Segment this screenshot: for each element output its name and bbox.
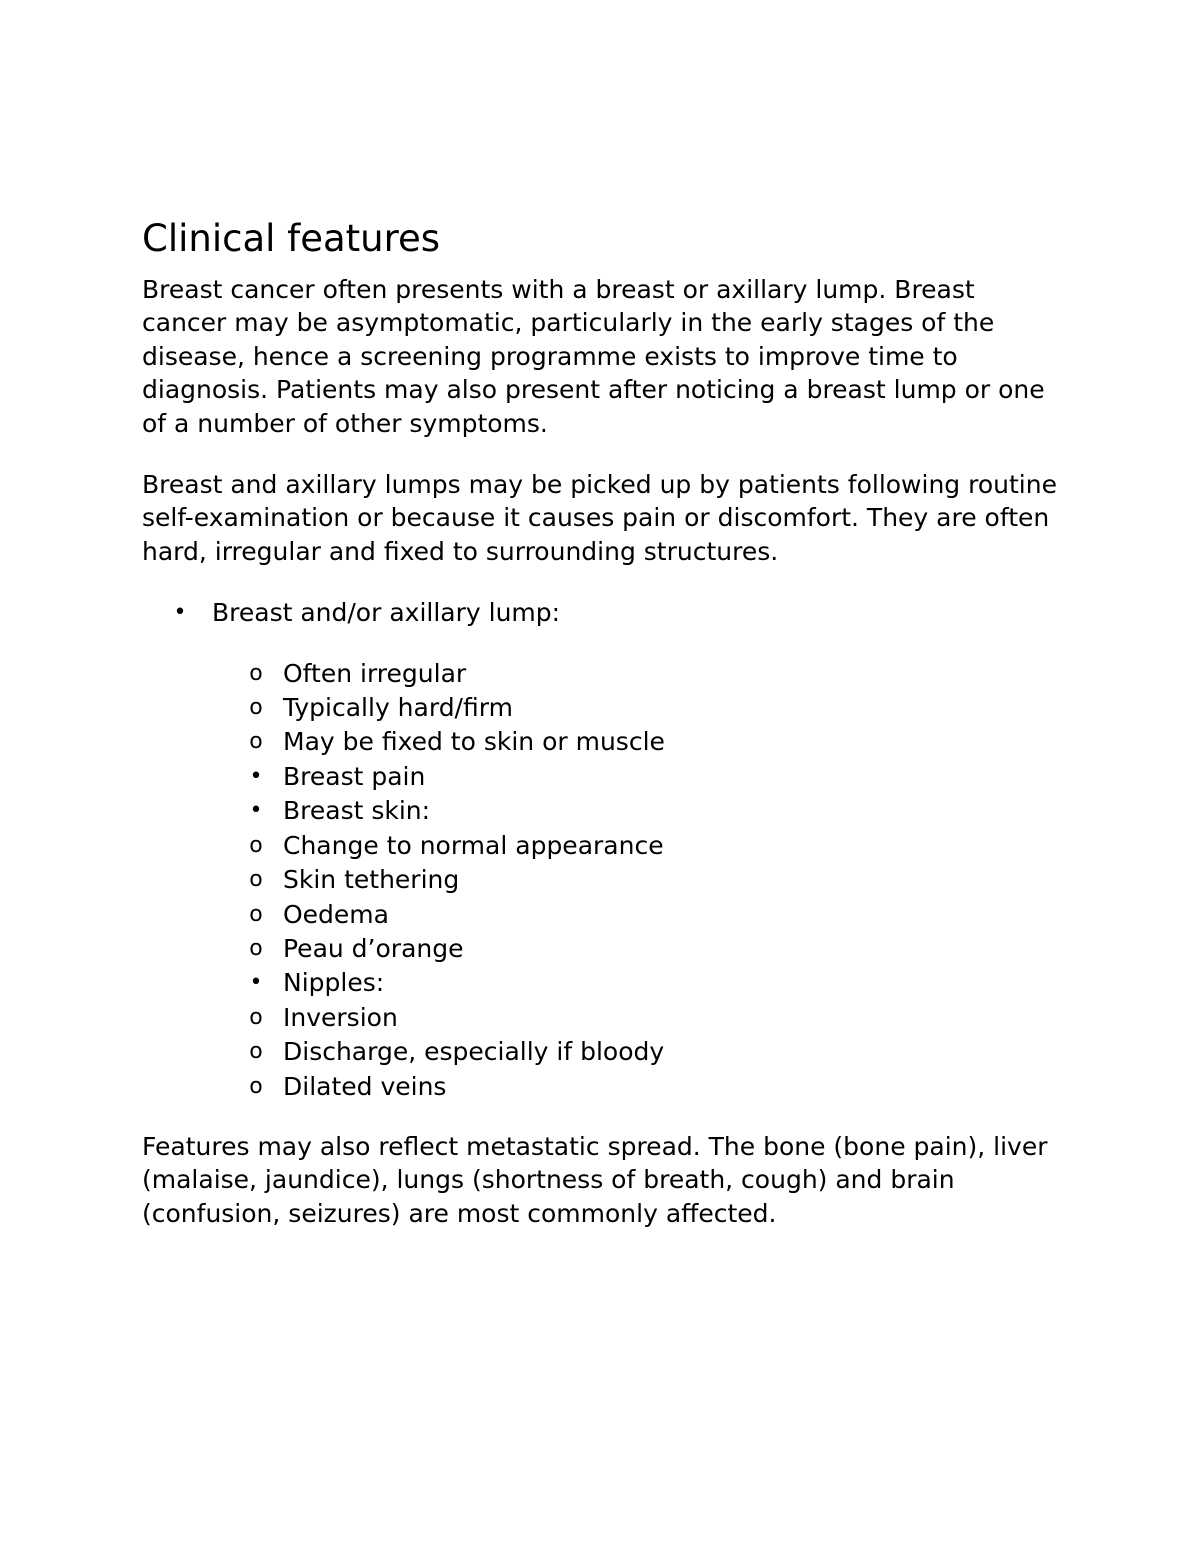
list-item-text: Breast skin:	[283, 796, 431, 826]
bullet-circle-icon: o	[249, 695, 263, 721]
list-item	[142, 760, 1062, 794]
list-item	[142, 596, 1062, 630]
bullet-circle-icon: o	[249, 660, 263, 686]
lumps-paragraph: Breast and axillary lumps may be picked up by patients following routine self-examination or because it causes pain or discomfort. They are often hard, irregular and fixed to surrounding structures.	[142, 470, 1057, 566]
list-item	[142, 932, 1062, 966]
list-item	[142, 657, 1062, 691]
list-item	[142, 794, 1062, 828]
bullet-disc-icon: •	[249, 798, 263, 824]
list-item-text: Inversion	[283, 1002, 398, 1032]
list-item-text: Often irregular	[283, 658, 467, 688]
list-item	[142, 1001, 1062, 1035]
list-item-text: Change to normal appearance	[283, 830, 664, 860]
list-item-text: Breast and/or axillary lump:	[212, 598, 561, 628]
bullet-circle-icon: o	[249, 901, 263, 927]
bullet-circle-icon: o	[249, 729, 263, 755]
bullet-circle-icon: o	[249, 1039, 263, 1065]
list-item-text: Oedema	[283, 899, 389, 929]
bullet-circle-icon: o	[249, 1073, 263, 1099]
symptom-list	[142, 596, 1062, 1104]
list-item-text: Peau d’orange	[283, 933, 464, 963]
list-item	[142, 1035, 1062, 1069]
bullet-circle-icon: o	[249, 1004, 263, 1030]
list-item	[142, 863, 1062, 897]
list-item-text: Dilated veins	[283, 1071, 447, 1101]
bullet-disc-icon: •	[249, 763, 263, 789]
bullet-circle-icon: o	[249, 832, 263, 858]
list-item-text: Skin tethering	[283, 865, 460, 895]
list-item	[142, 898, 1062, 932]
bullet-circle-icon: o	[249, 867, 263, 893]
list-item	[142, 725, 1062, 759]
document-page	[142, 215, 1062, 1230]
list-item-text: May be fixed to skin or muscle	[283, 727, 665, 757]
bullet-disc-icon: •	[173, 600, 187, 626]
list-item	[142, 691, 1062, 725]
list-item-text: Discharge, especially if bloody	[283, 1037, 665, 1067]
page-title: Clinical features	[142, 217, 441, 260]
bullet-disc-icon: •	[249, 970, 263, 996]
list-item	[142, 1070, 1062, 1104]
bullet-circle-icon: o	[249, 935, 263, 961]
list-item-text: Nipples:	[283, 968, 385, 998]
list-item	[142, 966, 1062, 1000]
intro-paragraph: Breast cancer often presents with a breast or axillary lump. Breast cancer may be asymptomatic, particularly in the early stages of the disease, hence a screening programme exists to improve time to diagnosis. Patients may also present after noticing a breast lump or one of a number of other symptoms.	[142, 275, 1045, 438]
list-item	[142, 829, 1062, 863]
list-item-text: Breast pain	[283, 761, 426, 791]
metastatic-paragraph: Features may also reflect metastatic spread. The bone (bone pain), liver (malaise, jaundice), lungs (shortness of breath, cough) and brain (confusion, seizures) are most commonly affected.	[142, 1131, 1048, 1228]
list-item-text: Typically hard/firm	[283, 693, 513, 723]
